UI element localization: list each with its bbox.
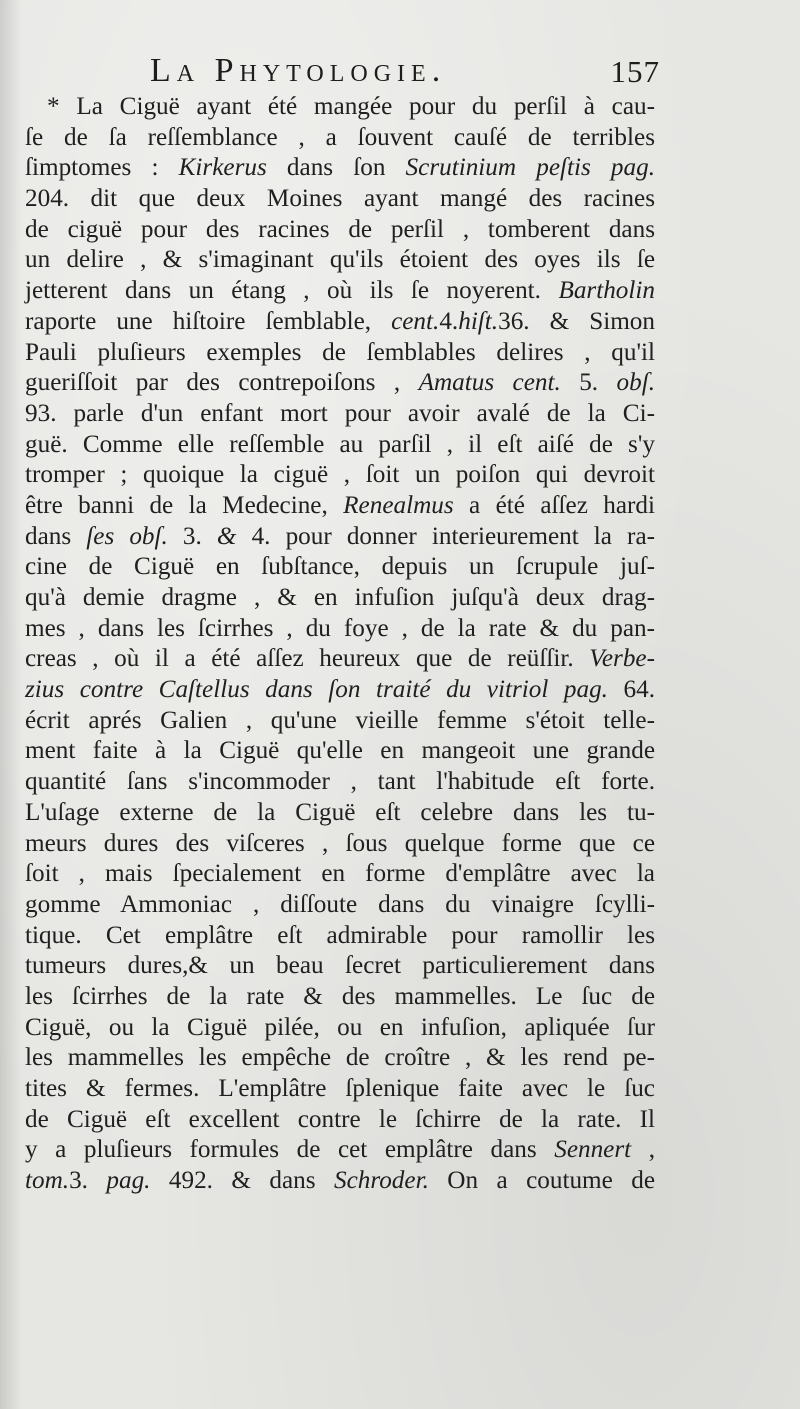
italic-text: obſ. [616,369,656,397]
text-run: 492. & dans [150,1167,334,1195]
text-run: 4. [439,307,459,335]
text-run: 5. [560,369,617,397]
text-run: Pauli pluſieurs exemples de ſemblables delires , qu'il [25,338,655,366]
italic-text: Schroder. [333,1167,429,1195]
text-run: guë. Comme elle reſſemble au parſil , il eſt aiſé de s'y [25,430,655,458]
text-run: jetterent dans un étang , où ils ſe noyerent. [25,277,559,305]
text-run: tumeurs dures,& un beau ſecret particulierement dans [25,952,655,980]
text-line [25,767,655,798]
text-line [25,276,655,307]
text-line [25,859,655,890]
text-run: 204. dit que deux Moines ayant mangé des racines [25,185,655,213]
text-line [25,153,655,184]
text-run: ſimptomes : [25,154,179,182]
text-line [25,460,655,491]
text-run: 3. [167,522,217,550]
page-header [150,52,660,92]
text-run: de Ciguë eſt excellent contre le ſchirre de la rate. Il [25,1105,655,1133]
text-run: tites & fermes. L'emplâtre ſplenique faite avec le ſuc [25,1075,655,1102]
text-line [25,798,655,829]
body-text [25,92,655,1197]
text-run: raporte une hiſtoire ſemblable, [25,307,392,335]
italic-text: Scrutinium peſtis pag. [405,154,656,182]
italic-text: Sennert [554,1136,632,1164]
text-line [25,1013,655,1044]
text-line [25,491,655,522]
italic-text: hiſt. [458,307,499,335]
text-run: dans [25,522,87,550]
text-run: quantité ſans s'incommoder , tant l'habitude eſt forte. [25,768,655,796]
text-line [25,890,655,921]
text-line [25,982,655,1013]
italic-text: cent. [391,307,440,335]
text-run: Ciguë, ou la Ciguë pilée, ou en infuſion, apliquée ſur [25,1013,655,1041]
text-line [25,675,655,706]
text-run: gueriſſoit par des contrepoiſons , [25,369,419,397]
italic-text: Bartholin [558,277,655,305]
text-run: ſe de ſa reſſemblance , a ſouvent cauſé de terribles [25,123,655,151]
text-run: meurs dures des viſceres , ſous quelque forme que ce [25,829,655,857]
text-line [25,1135,655,1166]
text-run: qu'à demie dragme , & en infuſion juſqu'à deux drag- [25,584,655,611]
text-line [25,921,655,952]
text-line [25,829,655,860]
text-run: tique. Cet emplâtre eſt admirable pour ramollir les [25,921,655,949]
text-run: , [631,1136,656,1164]
italic-text: & [216,522,237,550]
text-run: 3. [69,1167,107,1195]
italic-text: Renealmus [343,491,454,519]
text-run: L'uſage externe de la Ciguë eſt celebre dans les tu- [25,798,655,826]
text-run: On a coutume de [428,1167,656,1195]
text-run: a été aſſez hardi [453,491,656,519]
text-run: tromper ; quoique la ciguë , ſoit un poiſon qui devroit [25,461,655,489]
text-run: cine de Ciguë en ſubſtance, depuis un ſcrupule juſ- [25,553,655,581]
text-line [25,614,655,645]
text-run: 64. [607,676,655,704]
text-run: y a pluſieurs formules de cet emplâtre dans [25,1136,555,1164]
text-run: gomme Ammoniac , diſſoute dans du vinaigre ſcylli- [25,890,655,918]
text-line [25,1074,655,1105]
italic-text: zius contre Caſtellus dans ſon traité du vitriol pag. [25,676,608,704]
italic-text: Verbe- [589,645,655,673]
text-run: 36. & Simon [498,307,655,335]
text-run: ment faite à la Ciguë qu'elle en mangeoit une grande [25,737,655,765]
text-line [25,245,655,276]
text-run: * La Ciguë ayant été mangée pour du perſil à cau- [47,93,655,120]
text-run: un delire , & s'imaginant qu'ils étoient des oyes ils ſe [25,246,655,274]
text-line [25,951,655,982]
text-line [25,706,655,737]
text-line [25,1105,655,1136]
text-run: les ſcirrhes de la rate & des mammelles. Le ſuc de [25,982,655,1010]
italic-text: ſes obſ. [86,522,168,550]
text-run: ſoit , mais ſpecialement en forme d'emplâtre avec la [25,860,655,888]
text-run: mes , dans les ſcirrhes , du foye , de la rate & du pan- [25,614,655,642]
text-line [25,430,655,461]
text-line [25,92,655,123]
italic-text: Kirkerus [178,154,267,182]
text-line [25,736,655,767]
running-title: La Phytologie. [150,52,447,89]
text-run: 4. pour donner interieurement la ra- [236,522,656,550]
page-number: 157 [610,54,660,89]
text-line [25,644,655,675]
text-run: être banni de la Medecine, [25,491,344,519]
italic-text: pag. [106,1167,151,1195]
italic-text: Amatus cent. [418,369,561,397]
text-run: les mammelles les empêche de croître , & les rend pe- [25,1044,655,1072]
text-line [25,307,655,338]
text-run: 93. parle d'un enfant mort pour avoir avalé de la Ci- [25,399,655,427]
text-run: écrit aprés Galien , qu'une vieille femme s'étoit telle- [25,706,655,734]
italic-text: tom. [25,1167,70,1195]
text-line [25,184,655,215]
text-line [25,123,655,154]
text-run: creas , où il a été aſſez heureux que de reüſſir. [25,645,590,673]
text-run: de ciguë pour des racines de perſil , tomberent dans [25,215,655,243]
text-line [25,368,655,399]
text-line [25,1166,655,1197]
text-line [25,338,655,369]
text-line [25,399,655,430]
text-line [25,215,655,246]
text-line [25,583,655,614]
text-line [25,522,655,553]
text-line [25,552,655,583]
page-gutter-shadow [0,0,22,1409]
text-run: dans ſon [266,154,406,182]
text-line [25,1043,655,1074]
